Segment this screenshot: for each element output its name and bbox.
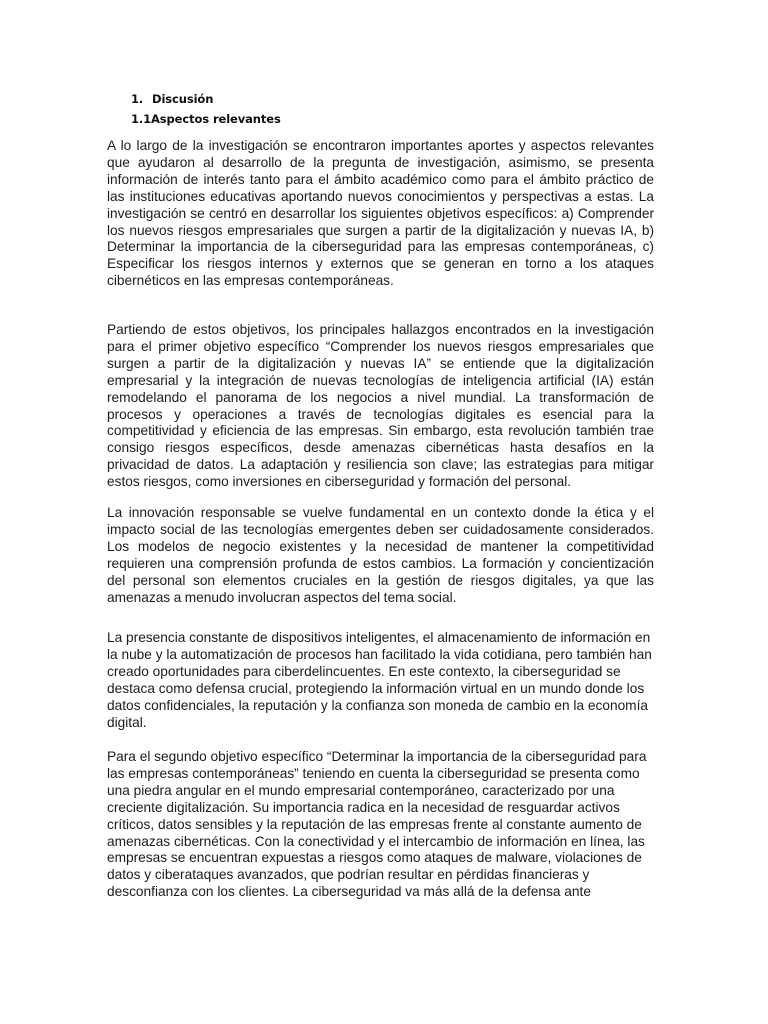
subsection-title: Aspectos relevantes <box>151 112 281 126</box>
body-paragraph: Para el segundo objetivo específico “Determinar la importancia de la ciberseguridad para las empresas contemporáneas” teniendo en cuenta la ciberseguridad se presenta como una piedra angular en el mundo empresarial contemporáneo, caracterizado por una creciente digitalización. Su importancia radica en la necesidad de resguardar activos críticos, datos sensibles y la reputación de las empresas frente al constante aumento de amenazas cibernéticas. Con la conectividad y el intercambio de información en línea, las empresas se encuentran expuestas a riesgos como ataques de malware, violaciones de datos y ciberataques avanzados, que podrían resultar en pérdidas financieras y desconfianza con los clientes. La ciberseguridad va más allá de la defensa ante <box>107 749 647 900</box>
body-paragraph: La innovación responsable se vuelve fundamental en un contexto donde la ética y el impacto social de las tecnologías emergentes deben ser cuidadosamente considerados. Los modelos de negocio existentes y la necesidad de mantener la competitividad requieren una comprensión profunda de estos cambios. La formación y concientización del personal son elementos cruciales en la gestión de riesgos digitales, ya que las amenazas a menudo involucran aspectos del tema social. <box>107 505 654 605</box>
section-heading <box>131 92 213 106</box>
body-paragraph: La presencia constante de dispositivos inteligentes, el almacenamiento de información en la nube y la automatización de procesos han facilitado la vida cotidiana, pero también han creado oportunidades para ciberdelincuentes. En este contexto, la ciberseguridad se destaca como defensa crucial, protegiendo la información virtual en un mundo donde los datos confidenciales, la reputación y la confianza son moneda de cambio en la economía digital. <box>107 630 652 730</box>
section-number: 1. <box>131 92 144 106</box>
body-paragraph: Partiendo de estos objetivos, los principales hallazgos encontrados en la investigación para el primer objetivo específico “Comprender los nuevos riesgos empresariales que surgen a partir de la digitalización y nuevas IA” se entiende que la digitalización empresarial y la integración de nuevas tecnologías de inteligencia artificial (IA) están remodelando el panorama de los negocios a nivel mundial. La transformación de procesos y operaciones a través de tecnologías digitales es esencial para la competitividad y eficiencia de las empresas. Sin embargo, esta revolución también trae consigo riesgos específicos, desde amenazas cibernéticas hasta desafíos en la privacidad de datos. La adaptación y resiliencia son clave; las estrategias para mitigar estos riesgos, como inversiones en ciberseguridad y formación del personal. <box>107 322 654 490</box>
subsection-heading <box>131 112 281 126</box>
body-paragraph: A lo largo de la investigación se encontraron importantes aportes y aspectos relevantes que ayudaron al desarrollo de la pregunta de investigación, asimismo, se presenta información de interés tanto para el ámbito académico como para el ámbito práctico de las instituciones educativas aportando nuevos conocimientos y perspectivas a estas. La investigación se centró en desarrollar los siguientes objetivos específicos: a) Comprender los nuevos riesgos empresariales que surgen a partir de la digitalización y nuevas IA, b) Determinar la importancia de la ciberseguridad para las empresas contemporáneas, c) Especificar los riesgos internos y externos que se generan en torno a los ataques cibernéticos en las empresas contemporáneas. <box>107 138 654 289</box>
section-title: Discusión <box>152 92 214 106</box>
subsection-number: 1.1 <box>131 112 152 126</box>
